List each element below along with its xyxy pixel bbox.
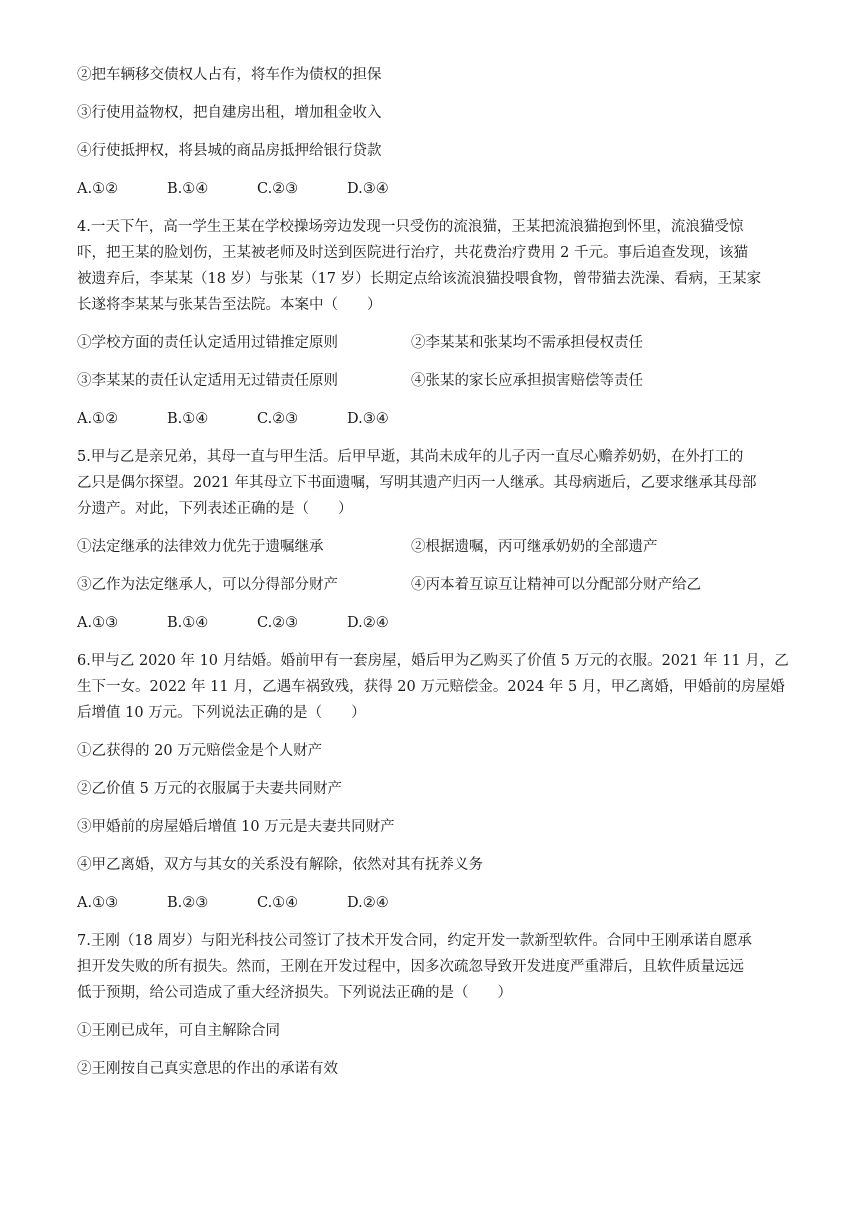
q7-stem-line: 低于预期，给公司造成了重大经济损失。下列说法正确的是（ ） — [77, 985, 512, 1001]
q5-option-3: ③乙作为法定继承人，可以分得部分财产 — [77, 577, 338, 593]
q4-stem-line: 长遂将李某某与张某告至法院。本案中（ ） — [77, 297, 382, 313]
question-5 — [77, 444, 789, 522]
q5-options-row-1 — [77, 534, 789, 560]
q5-answer-choices — [77, 610, 789, 636]
q3-choice-b[interactable]: B.①④ — [167, 181, 209, 197]
question-3-options — [77, 62, 789, 202]
q6-choice-c[interactable]: C.①④ — [257, 895, 299, 911]
q6-choice-d[interactable]: D.②④ — [347, 895, 389, 911]
question-6 — [77, 648, 789, 726]
q5-option-4: ④丙本着互谅互让精神可以分配部分财产给乙 — [411, 577, 701, 593]
q6-option-1: ①乙获得的 20 万元赔偿金是个人财产 — [77, 743, 323, 759]
q5-option-1: ①法定继承的法律效力优先于遗嘱继承 — [77, 539, 324, 555]
q5-stem-line: 乙只是偶尔探望。2021 年其母立下书面遗嘱，写明其遗产归丙一人继承。其母病逝后，乙要求继承其母部 — [77, 475, 757, 491]
question-7 — [77, 928, 789, 1006]
q3-option-3: ③行使用益物权，把自建房出租，增加租金收入 — [77, 105, 382, 121]
q6-stem-line: 后增值 10 万元。下列说法正确的是（ ） — [77, 705, 366, 721]
q6-choice-a[interactable]: A.①③ — [77, 895, 119, 911]
q5-choice-b[interactable]: B.①④ — [167, 615, 209, 631]
q3-answer-choices — [77, 176, 789, 202]
q5-choice-a[interactable]: A.①③ — [77, 615, 119, 631]
q6-option-2: ②乙价值 5 万元的衣服属于夫妻共同财产 — [77, 781, 342, 797]
q5-choice-d[interactable]: D.②④ — [347, 615, 389, 631]
q6-stem-line: 生下一女。2022 年 11 月，乙遇车祸致残，获得 20 万元赔偿金。2024 年 5 月，甲乙离婚，甲婚前的房屋婚 — [77, 679, 785, 695]
q4-option-3: ③李某某的责任认定适用无过错责任原则 — [77, 373, 338, 389]
q5-option-2: ②根据遗嘱，丙可继承奶奶的全部遗产 — [411, 539, 658, 555]
exam-page — [77, 62, 789, 1082]
q6-option-4: ④甲乙离婚，双方与其女的关系没有解除，依然对其有抚养义务 — [77, 857, 483, 873]
q4-choice-a[interactable]: A.①② — [77, 411, 119, 427]
q4-option-2: ②李某某和张某均不需承担侵权责任 — [411, 335, 643, 351]
q3-choice-c[interactable]: C.②③ — [257, 181, 299, 197]
q4-answer-choices — [77, 406, 789, 432]
q7-stem-line: 7.王刚（18 周岁）与阳光科技公司签订了技术开发合同，约定开发一款新型软件。合同中王刚承诺自愿承 — [77, 933, 752, 949]
q7-option-2: ②王刚按自己真实意思的作出的承诺有效 — [77, 1061, 338, 1077]
q6-stem-line: 6.甲与乙 2020 年 10 月结婚。婚前甲有一套房屋，婚后甲为乙购买了价值 5 万元的衣服。2021 年 11 月，乙 — [77, 653, 789, 669]
q6-choice-b[interactable]: B.②③ — [167, 895, 209, 911]
q4-options-row-2 — [77, 368, 789, 394]
q4-stem-line: 吓，把王某的脸划伤，王某被老师及时送到医院进行治疗，共花费治疗费用 2 千元。事后追查发现，该猫 — [77, 245, 748, 261]
q4-choice-c[interactable]: C.②③ — [257, 411, 299, 427]
q4-option-4: ④张某的家长应承担损害赔偿等责任 — [411, 373, 643, 389]
q7-stem-line: 担开发失败的所有损失。然而，王刚在开发过程中，因多次疏忽导致开发进度严重滞后，且软件质量远远 — [77, 959, 744, 975]
q6-option-3: ③甲婚前的房屋婚后增值 10 万元是夫妻共同财产 — [77, 819, 395, 835]
question-4 — [77, 214, 789, 318]
q3-option-4: ④行使抵押权，将县城的商品房抵押给银行贷款 — [77, 143, 382, 159]
q6-answer-choices — [77, 890, 789, 916]
q4-option-1: ①学校方面的责任认定适用过错推定原则 — [77, 335, 338, 351]
q5-stem-line: 5.甲与乙是亲兄弟，其母一直与甲生活。后甲早逝，其尚未成年的儿子丙一直尽心赡养奶奶，在外打工的 — [77, 449, 744, 465]
q5-choice-c[interactable]: C.②③ — [257, 615, 299, 631]
q3-option-2: ②把车辆移交债权人占有，将车作为债权的担保 — [77, 67, 382, 83]
q4-stem-line: 4.一天下午，高一学生王某在学校操场旁边发现一只受伤的流浪猫，王某把流浪猫抱到怀里，流浪猫受惊 — [77, 219, 744, 235]
q3-choice-a[interactable]: A.①② — [77, 181, 119, 197]
q5-options-row-2 — [77, 572, 789, 598]
q4-choice-d[interactable]: D.③④ — [347, 411, 389, 427]
q5-stem-line: 分遗产。对此，下列表述正确的是（ ） — [77, 501, 353, 517]
q3-choice-d[interactable]: D.③④ — [347, 181, 389, 197]
q4-options-row-1 — [77, 330, 789, 356]
q7-option-1: ①王刚已成年，可自主解除合同 — [77, 1023, 280, 1039]
q4-stem-line: 被遗弃后，李某某（18 岁）与张某（17 岁）长期定点给该流浪猫投喂食物，曾带猫去洗澡、看病，王某家 — [77, 271, 762, 287]
q4-choice-b[interactable]: B.①④ — [167, 411, 209, 427]
